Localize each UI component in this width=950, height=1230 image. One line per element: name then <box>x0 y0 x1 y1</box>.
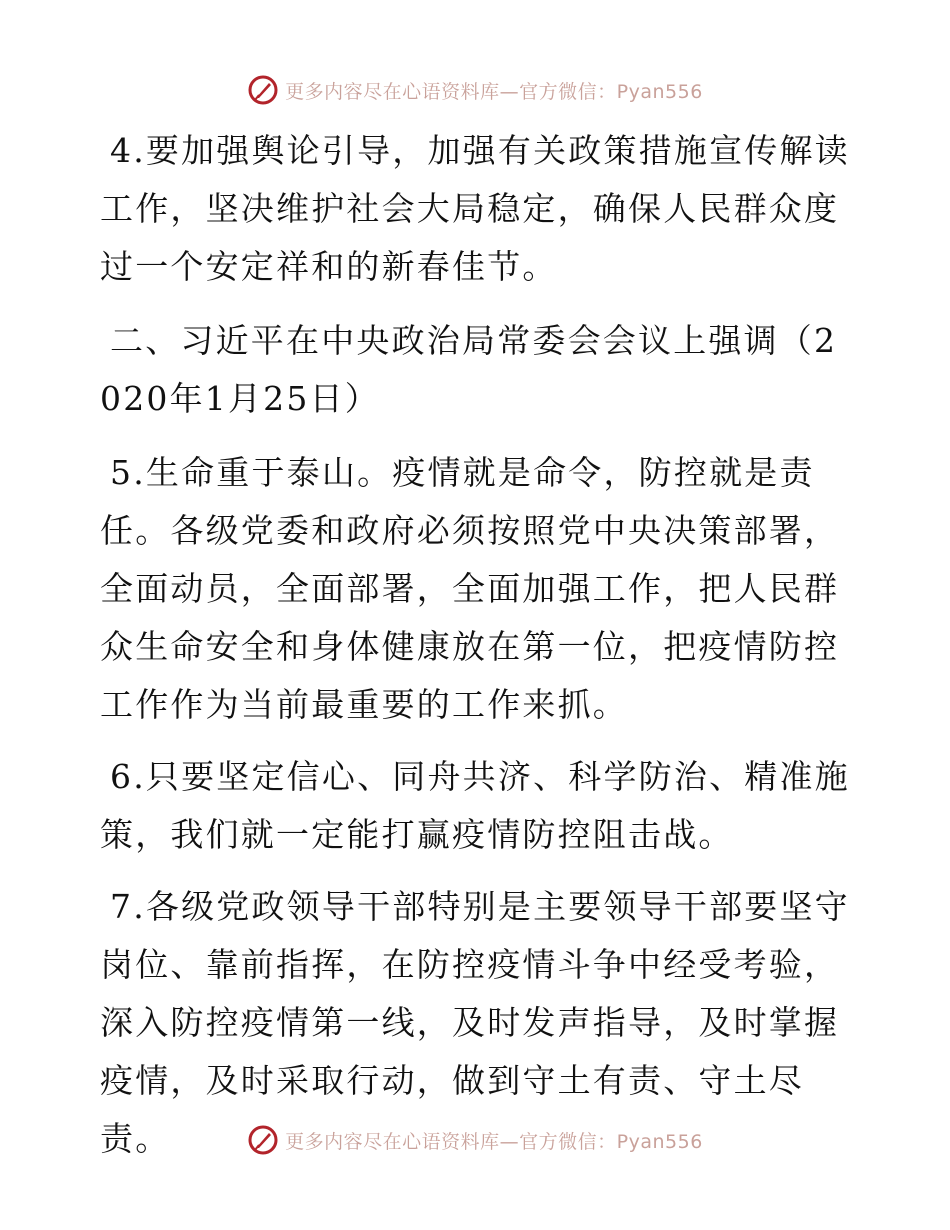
document-body <box>100 122 852 1168</box>
paragraph-5: 5.生命重于泰山。疫情就是命令，防控就是责任。各级党委和政府必须按照党中央决策部署，全面动员，全面部署，全面加强工作，把人民群众生命安全和身体健康放在第一位，把疫情防控工作作为当前最重要的工作来抓。 <box>100 453 840 724</box>
feather-quill-logo-icon <box>247 74 279 106</box>
paragraph-7: 7.各级党政领导干部特别是主要领导干部要坚守岗位、靠前指挥，在防控疫情斗争中经受考验，深入防控疫情第一线，及时发声指导，及时掌握疫情，及时采取行动，做到守土有责、守土尽责。 <box>100 887 850 1158</box>
watermark-text: 更多内容尽在心语资料库—官方微信：Pyan556 <box>285 80 703 103</box>
section-heading-2: 二、习近平在中央政治局常委会会议上强调（2020年1月25日） <box>100 321 838 418</box>
header-watermark <box>0 70 950 110</box>
feather-quill-logo-icon <box>247 1124 279 1156</box>
paragraph-6: 6.只要坚定信心、同舟共济、科学防治、精准施策，我们就一定能打赢疫情防控阻击战。 <box>100 757 850 854</box>
paragraph-4: 4.要加强舆论引导，加强有关政策措施宣传解读工作，坚决维护社会大局稳定，确保人民群众度过一个安定祥和的新春佳节。 <box>100 131 850 286</box>
watermark-text: 更多内容尽在心语资料库—官方微信：Pyan556 <box>285 1130 703 1153</box>
footer-watermark <box>0 1120 950 1160</box>
